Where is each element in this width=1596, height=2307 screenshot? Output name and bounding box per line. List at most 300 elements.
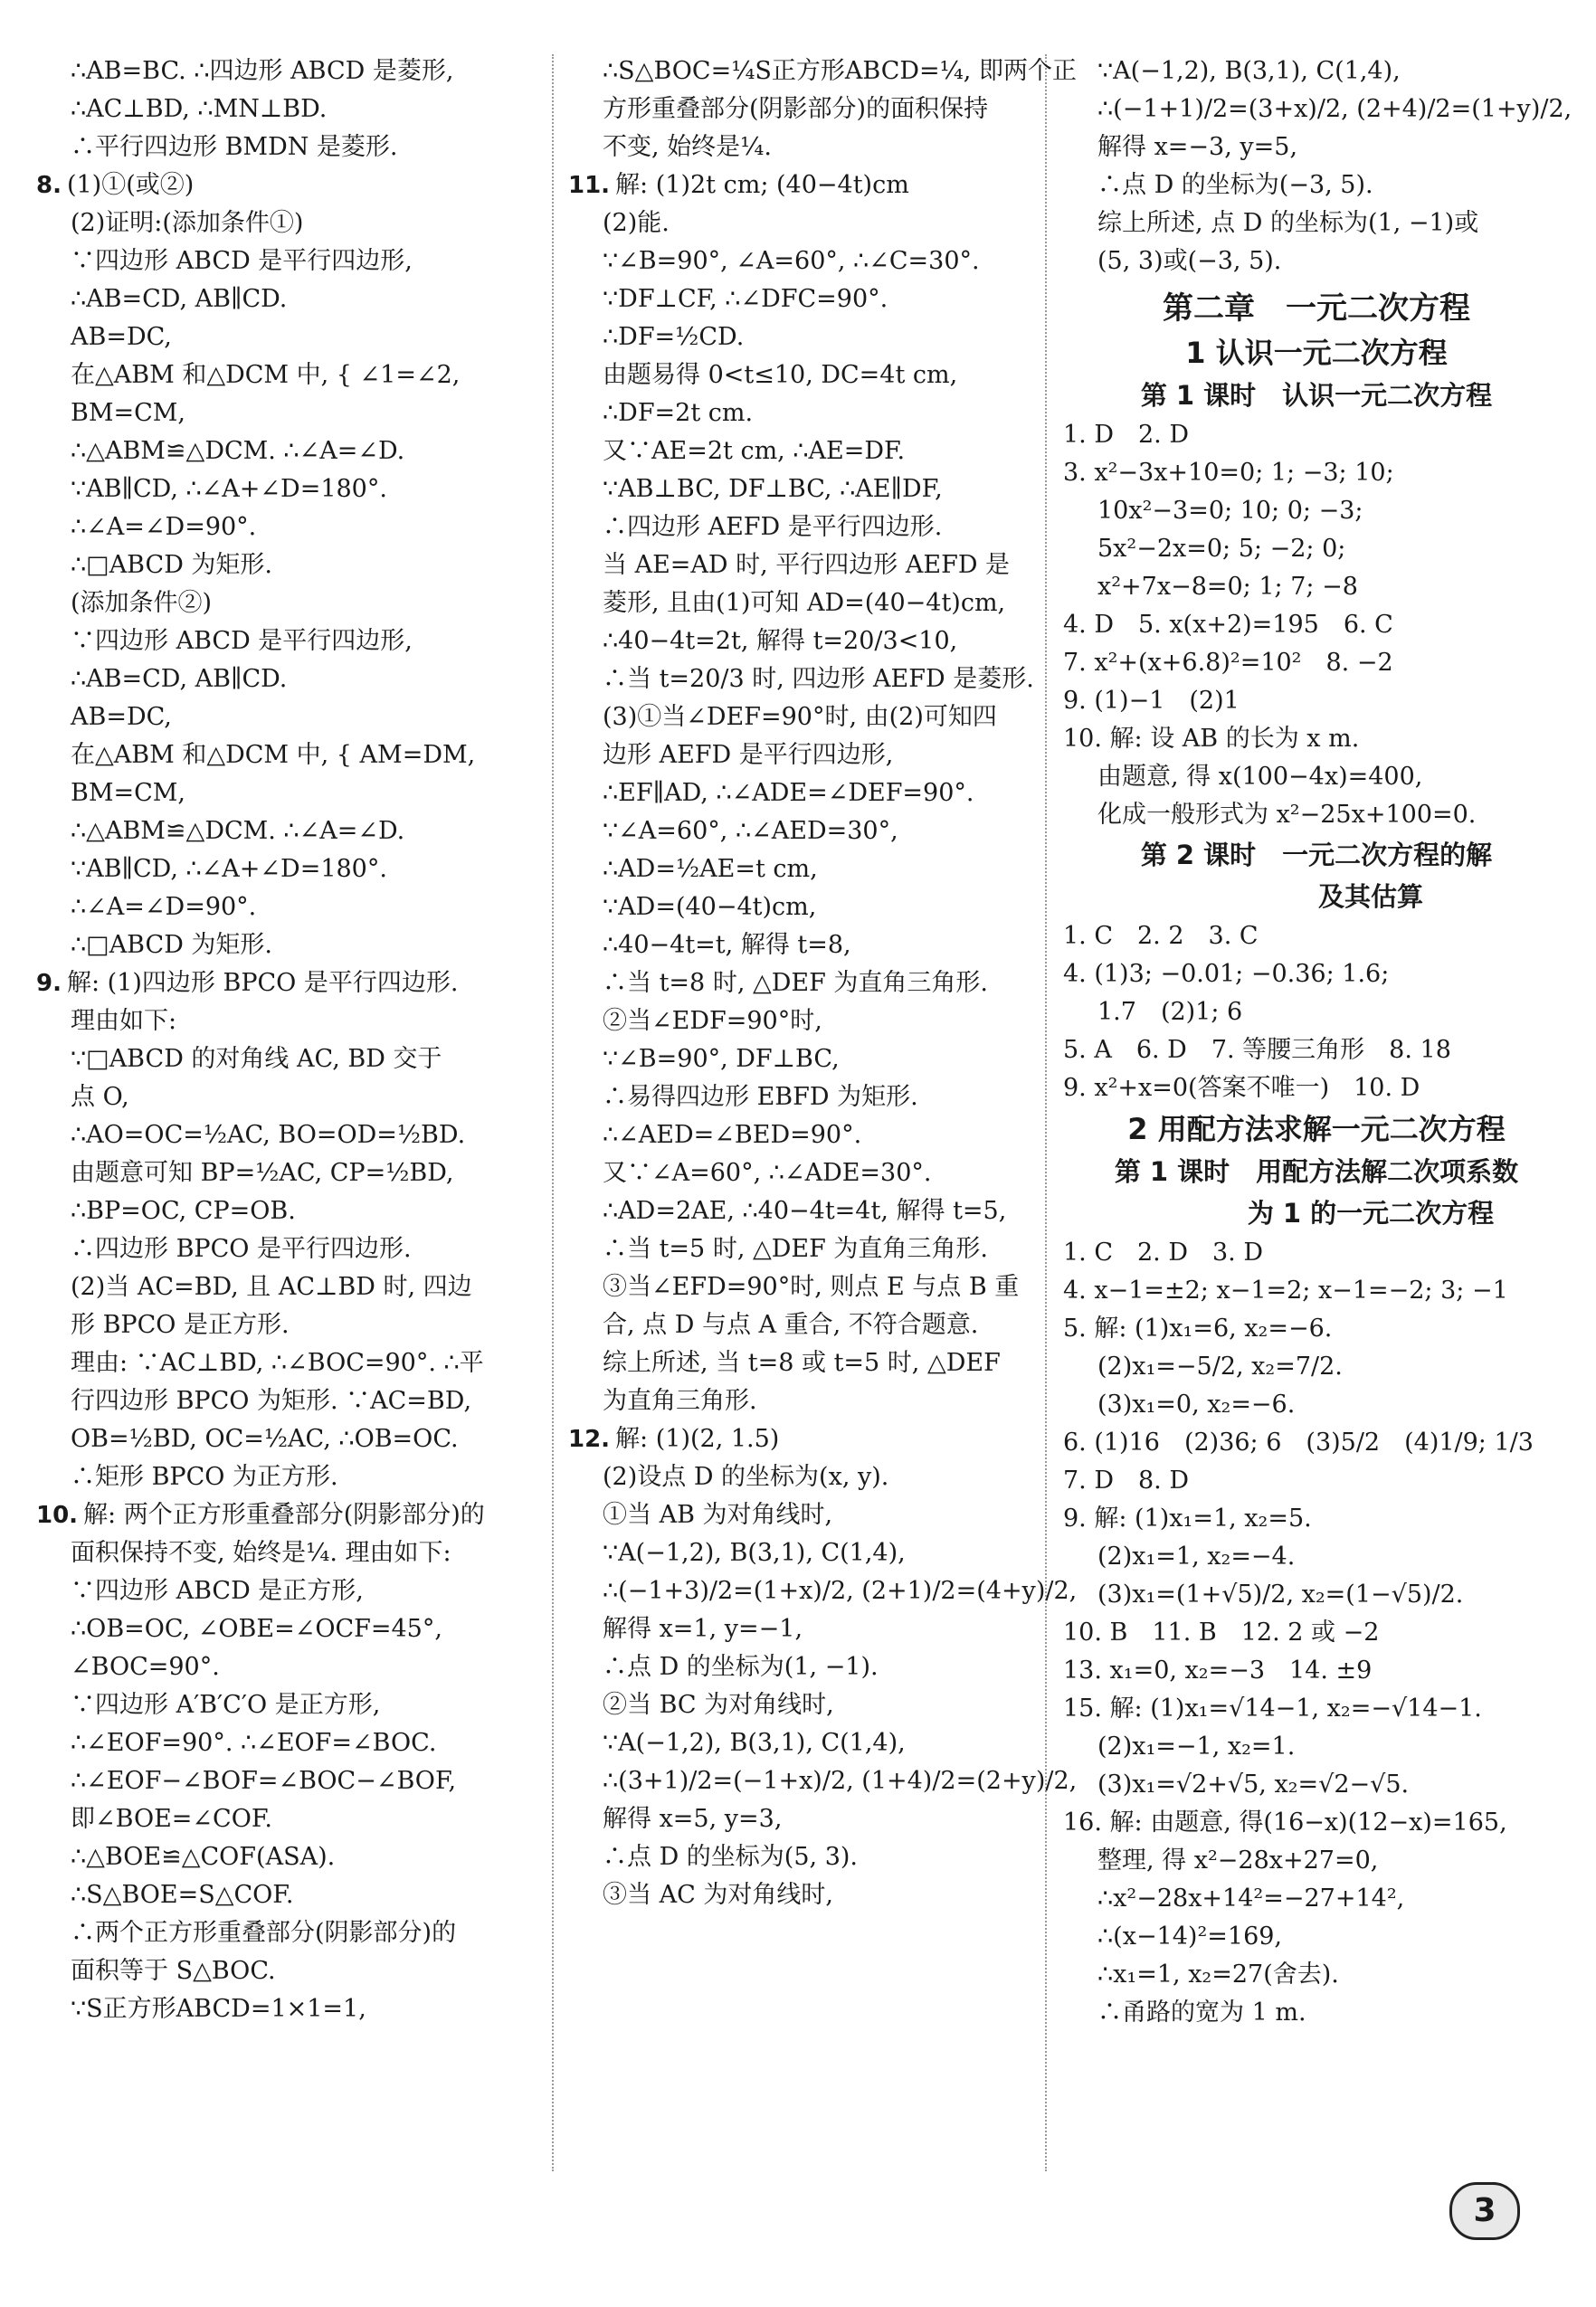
answer-line [1063, 1994, 1570, 2032]
answer-line [1063, 1918, 1570, 1956]
answer-line [36, 1648, 547, 1686]
line-text: ∵四边形 A′B′C′O 是正方形, [71, 1691, 381, 1719]
line-text: ∴AB=BC. ∴四边形 ABCD 是菱形, [71, 57, 454, 85]
answer-line [1063, 1652, 1570, 1690]
line-text: ∴AO=OC=½AC, BO=OD=½BD. [71, 1121, 466, 1149]
line-text: 1. C 2. 2 3. C [1063, 922, 1259, 950]
answer-line [568, 1382, 1039, 1420]
answer-line [1063, 1842, 1570, 1880]
line-text: ∴EF∥AD, ∴∠ADE=∠DEF=90°. [603, 779, 974, 807]
line-text: 7. D 8. D [1063, 1467, 1189, 1495]
answer-line [568, 280, 1039, 318]
line-text: ∴(−1+1)/2=(3+x)/2, (2+4)/2=(1+y)/2, [1097, 95, 1572, 123]
section-title [1063, 1107, 1570, 1151]
answer-line [36, 242, 547, 280]
answer-line [568, 1686, 1039, 1724]
answer-line [36, 1496, 547, 1534]
answer-line [568, 90, 1039, 128]
line-text: 2 用配方法求解一元二次方程 [1127, 1112, 1506, 1146]
line-text: 由题意, 得 x(100−4x)=400, [1097, 763, 1423, 791]
answer-line [1063, 1310, 1570, 1348]
line-text: (3)①当∠DEF=90°时, 由(2)可知四 [603, 703, 997, 731]
line-text: ∵四边形 ABCD 是正方形, [71, 1577, 364, 1605]
line-text: (5, 3)或(−3, 5). [1097, 247, 1282, 275]
answer-line [36, 736, 547, 774]
line-text: (2)x₁=1, x₂=−4. [1097, 1543, 1296, 1571]
line-text: 形 BPCO 是正方形. [71, 1311, 290, 1339]
line-text: ∴△ABM≌△DCM. ∴∠A=∠D. [71, 817, 405, 845]
answer-line [36, 318, 547, 356]
lesson-title [1063, 375, 1570, 416]
question-number: 8. [36, 172, 62, 199]
line-text: ∵∠B=90°, DF⊥BC, [603, 1045, 840, 1073]
answer-line [1063, 1272, 1570, 1310]
lesson-title [1063, 876, 1570, 917]
line-text: ∴DF=½CD. [603, 323, 745, 351]
line-text: ∴□ABCD 为矩形. [71, 931, 273, 959]
line-text: ∵∠B=90°, ∠A=60°, ∴∠C=30°. [603, 247, 980, 275]
line-text: 15. 解: (1)x₁=√14−1, x₂=−√14−1. [1063, 1695, 1482, 1723]
line-text: ②当 BC 为对角线时, [603, 1691, 834, 1719]
line-text: ∠BOC=90°. [71, 1653, 220, 1681]
answer-line [1063, 454, 1570, 492]
line-text: ∴x₁=1, x₂=27(舍去). [1097, 1960, 1339, 1989]
lesson-title [1063, 1192, 1570, 1234]
answer-line [1063, 917, 1570, 955]
answer-line [1063, 1690, 1570, 1728]
line-text: 边形 AEFD 是平行四边形, [603, 741, 894, 769]
answer-line [568, 1724, 1039, 1762]
answer-line [568, 1458, 1039, 1496]
line-text: 理由如下: [71, 1007, 177, 1035]
line-text: (2)证明:(添加条件①) [71, 209, 304, 237]
line-text: 第 2 课时 一元二次方程的解 [1140, 840, 1493, 870]
line-text: ∴四边形 AEFD 是平行四边形. [603, 513, 943, 541]
line-text: ∴S△BOC=¼S正方形ABCD=¼, 即两个正 [603, 57, 1077, 85]
answer-line [568, 204, 1039, 242]
line-text: 9. 解: (1)x₁=1, x₂=5. [1063, 1505, 1312, 1533]
line-text: (3)x₁=0, x₂=−6. [1097, 1391, 1296, 1419]
answer-line [1063, 1880, 1570, 1918]
answer-line [36, 1990, 547, 2028]
line-text: 及其估算 [1317, 881, 1423, 912]
answer-line [36, 1344, 547, 1382]
answer-line [1063, 166, 1570, 204]
answer-line [568, 1876, 1039, 1914]
answer-line [1063, 1462, 1570, 1500]
line-text: 综上所述, 点 D 的坐标为(1, −1)或 [1097, 209, 1479, 237]
answer-line [36, 1382, 547, 1420]
line-text: 解得 x=5, y=3, [603, 1805, 783, 1833]
line-text: ∴OB=OC, ∠OBE=∠OCF=45°, [71, 1615, 442, 1643]
line-text: 1. C 2. D 3. D [1063, 1239, 1263, 1267]
line-text: ∴(−1+3)/2=(1+x)/2, (2+1)/2=(4+y)/2, [603, 1577, 1078, 1605]
answer-line [36, 584, 547, 622]
answer-line [1063, 796, 1570, 834]
answer-line [568, 1002, 1039, 1040]
line-text: ∴当 t=8 时, △DEF 为直角三角形. [603, 969, 989, 997]
answer-line [568, 318, 1039, 356]
answer-line [1063, 568, 1570, 606]
question-number: 9. [36, 970, 62, 997]
line-text: 1 认识一元二次方程 [1185, 336, 1448, 370]
answer-line [36, 1686, 547, 1724]
line-text: ∴AB=CD, AB∥CD. [71, 665, 288, 693]
line-text: 1.7 (2)1; 6 [1097, 998, 1243, 1026]
line-text: 5. 解: (1)x₁=6, x₂=−6. [1063, 1315, 1333, 1343]
line-text: ∴易得四边形 EBFD 为矩形. [603, 1083, 918, 1111]
answer-line [36, 1952, 547, 1990]
answer-line [36, 1306, 547, 1344]
answer-line [568, 52, 1077, 90]
line-text: 解: 两个正方形重叠部分(阴影部分)的 [83, 1501, 485, 1529]
line-text: 第 1 课时 用配方法解二次项系数 [1114, 1156, 1519, 1187]
answer-line [568, 128, 1039, 166]
answer-line [1063, 530, 1570, 568]
line-text: ∴□ABCD 为矩形. [71, 551, 273, 579]
answer-line [1063, 492, 1570, 530]
line-text: 4. D 5. x(x+2)=195 6. C [1063, 611, 1393, 639]
answer-line [36, 204, 547, 242]
answer-line [568, 1648, 1039, 1686]
line-text: 16. 解: 由题意, 得(16−x)(12−x)=165, [1063, 1809, 1507, 1837]
line-text: (2)能. [603, 209, 670, 237]
answer-line [1063, 1031, 1570, 1069]
column-left [36, 52, 547, 2028]
answer-line [1063, 720, 1570, 758]
answer-line [36, 1458, 547, 1496]
answer-line [568, 888, 1039, 926]
answer-line [1063, 1538, 1570, 1576]
answer-line [568, 356, 1039, 394]
line-text: ∴∠A=∠D=90°. [71, 513, 257, 541]
answer-line [36, 1800, 547, 1838]
line-text: 整理, 得 x²−28x+27=0, [1097, 1847, 1379, 1875]
line-text: 5. A 6. D 7. 等腰三角形 8. 18 [1063, 1036, 1451, 1064]
line-text: ∴(3+1)/2=(−1+x)/2, (1+4)/2=(2+y)/2, [603, 1767, 1078, 1795]
answer-line [568, 622, 1039, 660]
answer-line [36, 660, 547, 698]
answer-line [1063, 1766, 1570, 1804]
line-text: 9. (1)−1 (2)1 [1063, 687, 1240, 715]
answer-line [568, 1800, 1039, 1838]
answer-line [568, 242, 1039, 280]
line-text: 为直角三角形. [603, 1387, 757, 1415]
line-text: 6. (1)16 (2)36; 6 (3)5/2 (4)1/9; 1/3 [1063, 1429, 1534, 1457]
answer-line [36, 1876, 547, 1914]
answer-line [1063, 1804, 1570, 1842]
answer-line [1063, 52, 1570, 90]
answer-line [568, 166, 1039, 204]
answer-line [1063, 204, 1570, 242]
line-text: 又∵AE=2t cm, ∴AE=DF. [603, 437, 906, 465]
line-text: ∴S△BOE=S△COF. [71, 1881, 294, 1909]
line-text: BM=CM, [71, 779, 185, 807]
line-text: (2)设点 D 的坐标为(x, y). [603, 1463, 889, 1491]
answer-line [36, 508, 547, 546]
line-text: (添加条件②) [71, 589, 213, 617]
line-text: 7. x²+(x+6.8)²=10² 8. −2 [1063, 649, 1393, 677]
answer-line [36, 90, 547, 128]
answer-line [568, 1610, 1039, 1648]
line-text: ∴四边形 BPCO 是平行四边形. [71, 1235, 412, 1263]
answer-line [568, 812, 1039, 850]
line-text: ∴∠EOF=90°. ∴∠EOF=∠BOC. [71, 1729, 437, 1757]
answer-line [36, 964, 547, 1002]
answer-line [568, 1230, 1039, 1268]
line-text: ∴甬路的宽为 1 m. [1097, 1998, 1306, 2027]
answer-line [568, 546, 1039, 584]
answer-line [1063, 1069, 1570, 1107]
line-text: ∴∠AED=∠BED=90°. [603, 1121, 862, 1149]
answer-line [568, 660, 1039, 698]
section-title [1063, 331, 1570, 375]
question-number: 10. [36, 1502, 79, 1529]
answer-line [36, 128, 547, 166]
answer-line [36, 1610, 547, 1648]
line-text: ∴∠A=∠D=90°. [71, 893, 257, 921]
line-text: ∴当 t=20/3 时, 四边形 AEFD 是菱形. [603, 665, 1034, 693]
line-text: 9. x²+x=0(答案不唯一) 10. D [1063, 1074, 1420, 1102]
answer-line [36, 470, 547, 508]
line-text: ∴矩形 BPCO 为正方形. [71, 1463, 338, 1491]
answer-line [568, 1344, 1039, 1382]
line-text: 13. x₁=0, x₂=−3 14. ±9 [1063, 1657, 1373, 1685]
answer-line [36, 1192, 547, 1230]
answer-line [36, 280, 547, 318]
line-text: ∴点 D 的坐标为(−3, 5). [1097, 171, 1373, 199]
line-text: ∵四边形 ABCD 是平行四边形, [71, 247, 413, 275]
line-text: ∴BP=OC, CP=OB. [71, 1197, 296, 1225]
answer-line [36, 888, 547, 926]
line-text: ∵A(−1,2), B(3,1), C(1,4), [603, 1729, 906, 1757]
line-text: ∴AB=CD, AB∥CD. [71, 285, 288, 313]
line-text: 由题意可知 BP=½AC, CP=½BD, [71, 1159, 454, 1187]
answer-line [36, 1534, 547, 1572]
answer-line [36, 1572, 547, 1610]
line-text: 第二章 一元二次方程 [1163, 290, 1470, 327]
line-text: 10. B 11. B 12. 2 或 −2 [1063, 1619, 1380, 1647]
line-text: ∴(x−14)²=169, [1097, 1922, 1283, 1951]
answer-line [36, 546, 547, 584]
chapter-title [1063, 286, 1570, 331]
line-text: 综上所述, 当 t=8 或 t=5 时, △DEF [603, 1349, 1001, 1377]
line-text: 方形重叠部分(阴影部分)的面积保持 [603, 95, 989, 123]
line-text: 10. 解: 设 AB 的长为 x m. [1063, 725, 1360, 753]
column-divider [552, 54, 554, 2171]
answer-line [568, 584, 1039, 622]
line-text: BM=CM, [71, 399, 185, 427]
answer-line [36, 622, 547, 660]
answer-line [568, 1762, 1078, 1800]
line-text: ∴x²−28x+14²=−27+14², [1097, 1885, 1405, 1913]
answer-line [568, 1534, 1039, 1572]
line-text: ∵S正方形ABCD=1×1=1, [71, 1995, 366, 2023]
line-text: 又∵∠A=60°, ∴∠ADE=30°. [603, 1159, 932, 1187]
lesson-title [1063, 834, 1570, 876]
line-text: ②当∠EDF=90°时, [603, 1007, 822, 1035]
line-text: ①当 AB 为对角线时, [603, 1501, 833, 1529]
answer-line [568, 508, 1039, 546]
answer-line [568, 964, 1039, 1002]
line-text: ∴AD=½AE=t cm, [603, 855, 818, 883]
answer-line [1063, 606, 1570, 644]
line-text: ∴△BOE≌△COF(ASA). [71, 1843, 336, 1871]
line-text: ∴DF=2t cm. [603, 399, 754, 427]
answer-line [1063, 128, 1570, 166]
answer-line [1063, 242, 1570, 280]
answer-line [1063, 993, 1570, 1031]
answer-line [568, 736, 1039, 774]
line-text: 4. x−1=±2; x−1=2; x−1=−2; 3; −1 [1063, 1277, 1508, 1305]
answer-line [1063, 1614, 1570, 1652]
line-text: ∵□ABCD 的对角线 AC, BD 交于 [71, 1045, 442, 1073]
line-text: ∴40−4t=2t, 解得 t=20/3<10, [603, 627, 958, 655]
answer-line [36, 1838, 547, 1876]
line-text: ③当∠EFD=90°时, 则点 E 与点 B 重 [603, 1273, 1020, 1301]
line-text: (2)x₁=−5/2, x₂=7/2. [1097, 1353, 1343, 1381]
answer-line [568, 1078, 1039, 1116]
line-text: ∴当 t=5 时, △DEF 为直角三角形. [603, 1235, 989, 1263]
answer-line [1063, 1576, 1570, 1614]
line-text: ∴点 D 的坐标为(1, −1). [603, 1653, 879, 1681]
line-text: ∴40−4t=t, 解得 t=8, [603, 931, 851, 959]
answer-line [568, 1116, 1039, 1154]
answer-line [568, 1496, 1039, 1534]
line-text: 1. D 2. D [1063, 421, 1189, 449]
answer-line [1063, 1348, 1570, 1386]
answer-line [1063, 758, 1570, 796]
answer-line [36, 926, 547, 964]
line-text: 解: (1)(2, 1.5) [615, 1425, 780, 1453]
line-text: ∵四边形 ABCD 是平行四边形, [71, 627, 413, 655]
line-text: 由题易得 0<t≤10, DC=4t cm, [603, 361, 958, 389]
answer-line [1063, 644, 1570, 682]
answer-line [568, 1154, 1039, 1192]
answer-line [568, 698, 1039, 736]
line-text: 解得 x=−3, y=5, [1097, 133, 1298, 161]
answer-line [36, 1116, 547, 1154]
line-text: ∵AD=(40−4t)cm, [603, 893, 817, 921]
line-text: 解: (1)四边形 BPCO 是平行四边形. [66, 969, 459, 997]
line-text: (3)x₁=(1+√5)/2, x₂=(1−√5)/2. [1097, 1581, 1464, 1609]
line-text: ∴AC⊥BD, ∴MN⊥BD. [71, 95, 328, 123]
answer-line [36, 1230, 547, 1268]
line-text: 点 O, [71, 1083, 129, 1111]
answer-line [1063, 1386, 1570, 1424]
answer-line [36, 394, 547, 432]
answer-line [1063, 416, 1570, 454]
line-text: 第 1 课时 认识一元二次方程 [1140, 380, 1493, 411]
line-text: 化成一般形式为 x²−25x+100=0. [1097, 801, 1477, 829]
line-text: ∵AB⊥BC, DF⊥BC, ∴AE∥DF, [603, 475, 943, 503]
line-text: 行四边形 BPCO 为矩形. ∵AC=BD, [71, 1387, 472, 1415]
line-text: 解得 x=1, y=−1, [603, 1615, 803, 1643]
answer-line [1063, 1234, 1570, 1272]
answer-line [36, 356, 547, 394]
answer-line [36, 1078, 547, 1116]
answer-line [36, 850, 547, 888]
line-text: ∵A(−1,2), B(3,1), C(1,4), [1097, 57, 1401, 85]
line-text: ③当 AC 为对角线时, [603, 1881, 833, 1909]
answer-line [1063, 1728, 1570, 1766]
answer-line [36, 52, 547, 90]
column-middle [568, 52, 1078, 1914]
answer-line [568, 432, 1039, 470]
line-text: (2)当 AC=BD, 且 AC⊥BD 时, 四边 [71, 1273, 472, 1301]
line-text: ∵DF⊥CF, ∴∠DFC=90°. [603, 285, 888, 313]
answer-line [568, 470, 1039, 508]
answer-line [568, 1192, 1039, 1230]
answer-line [36, 432, 547, 470]
line-text: (2)x₁=−1, x₂=1. [1097, 1733, 1296, 1761]
answer-line [568, 1040, 1039, 1078]
page-number: 3 [1449, 2182, 1520, 2240]
answer-line [36, 166, 547, 204]
line-text: ∴点 D 的坐标为(5, 3). [603, 1843, 858, 1871]
answer-line [36, 774, 547, 812]
answer-line [36, 1914, 547, 1952]
answer-line [1063, 90, 1570, 128]
answer-line [568, 1306, 1039, 1344]
answer-line [568, 850, 1039, 888]
line-text: 为 1 的一元二次方程 [1247, 1198, 1495, 1229]
line-text: 面积保持不变, 始终是¼. 理由如下: [71, 1539, 451, 1567]
line-text: 当 AE=AD 时, 平行四边形 AEFD 是 [603, 551, 1011, 579]
answer-line [568, 774, 1039, 812]
line-text: ∵∠A=60°, ∴∠AED=30°, [603, 817, 898, 845]
answer-line [36, 1724, 547, 1762]
answer-line [568, 394, 1039, 432]
column-right [1063, 52, 1570, 2032]
answer-line [36, 1154, 547, 1192]
line-text: 面积等于 S△BOC. [71, 1957, 276, 1985]
answer-line [568, 1268, 1039, 1306]
line-text: (1)①(或②) [66, 171, 195, 199]
answer-line [568, 1572, 1078, 1610]
answer-line [36, 1420, 547, 1458]
answer-line [1063, 1500, 1570, 1538]
line-text: ∵AB∥CD, ∴∠A+∠D=180°. [71, 855, 387, 883]
line-text: ∵A(−1,2), B(3,1), C(1,4), [603, 1539, 906, 1567]
answer-line [36, 1040, 547, 1078]
question-number: 11. [568, 172, 611, 199]
line-text: 10x²−3=0; 10; 0; −3; [1097, 497, 1363, 525]
line-text: 4. (1)3; −0.01; −0.36; 1.6; [1063, 960, 1390, 988]
column-divider [1045, 54, 1047, 2171]
line-text: 合, 点 D 与点 A 重合, 不符合题意. [603, 1311, 979, 1339]
answer-line [1063, 955, 1570, 993]
line-text: ∴平行四边形 BMDN 是菱形. [71, 133, 398, 161]
line-text: 理由: ∵AC⊥BD, ∴∠BOC=90°. ∴平 [71, 1349, 484, 1377]
line-text: 解: (1)2t cm; (40−4t)cm [615, 171, 909, 199]
line-text: ∵AB∥CD, ∴∠A+∠D=180°. [71, 475, 387, 503]
line-text: x²+7x−8=0; 1; 7; −8 [1097, 573, 1358, 601]
line-text: 不变, 始终是¼. [603, 133, 772, 161]
line-text: ∴∠EOF−∠BOF=∠BOC−∠BOF, [71, 1767, 457, 1795]
line-text: ∴△ABM≌△DCM. ∴∠A=∠D. [71, 437, 405, 465]
answer-line [1063, 1956, 1570, 1994]
answer-line [36, 1268, 547, 1306]
lesson-title [1063, 1151, 1570, 1192]
answer-line [568, 1420, 1039, 1458]
answer-line [36, 812, 547, 850]
line-text: AB=DC, [71, 703, 172, 731]
line-text: 在△ABM 和△DCM 中, { AM=DM, [71, 741, 476, 769]
line-text: 在△ABM 和△DCM 中, { ∠1=∠2, [71, 361, 461, 389]
line-text: ∴两个正方形重叠部分(阴影部分)的 [71, 1919, 457, 1947]
answer-line [1063, 682, 1570, 720]
